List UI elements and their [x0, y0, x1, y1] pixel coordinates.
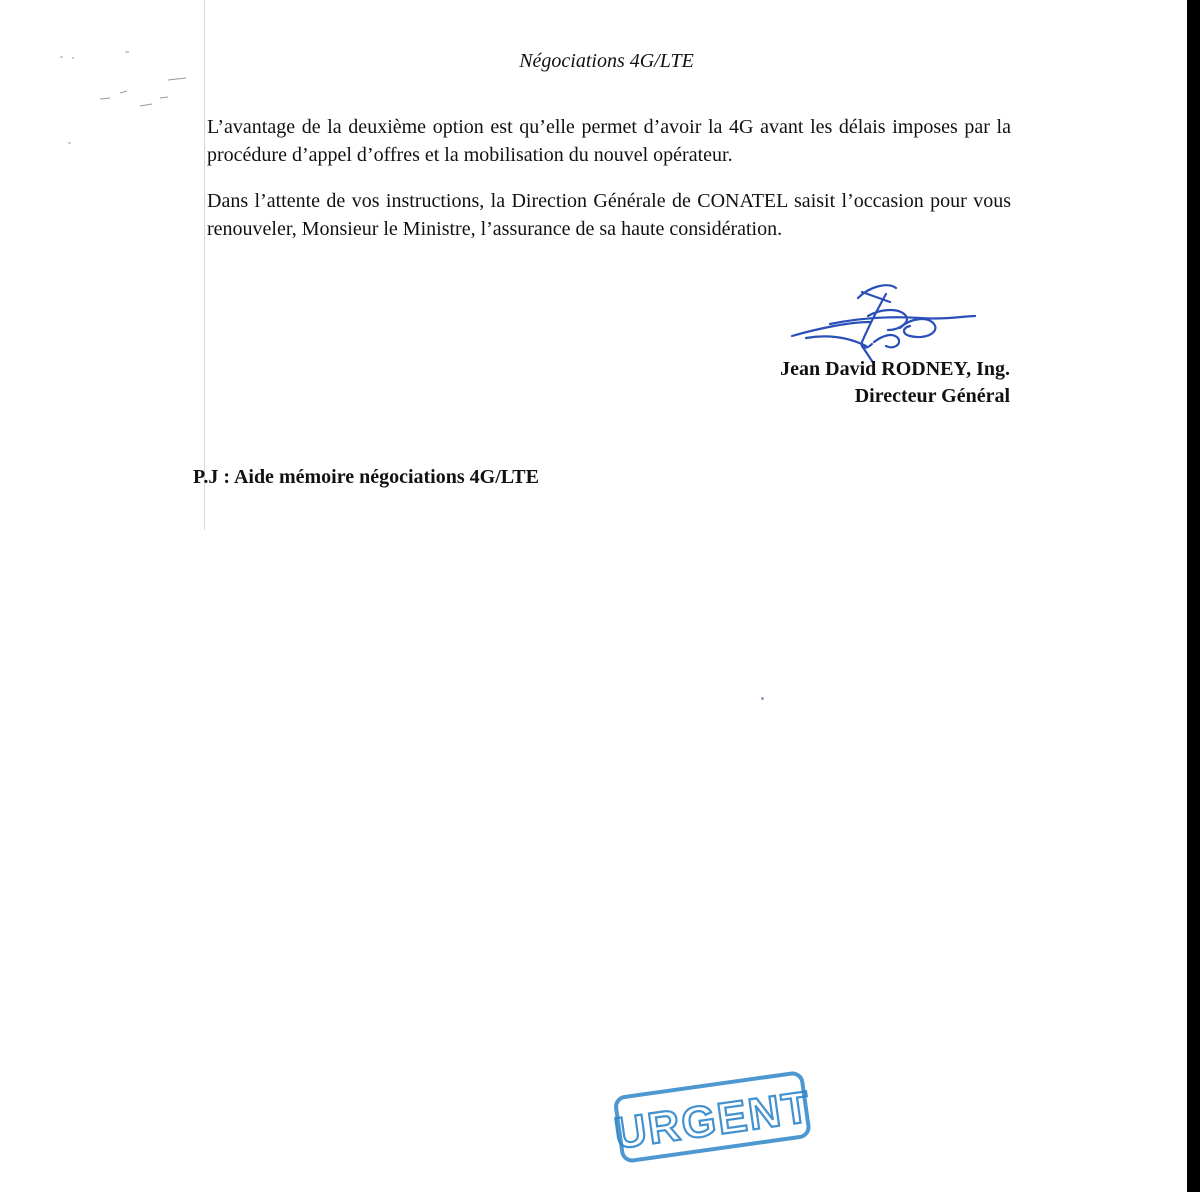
- stamp-text: URGENT: [611, 1082, 815, 1159]
- attachment-note: P.J : Aide mémoire négociations 4G/LTE: [193, 466, 539, 488]
- scan-margin-line: [204, 0, 205, 530]
- scan-speck: [761, 697, 764, 700]
- signatory-name: Jean David RODNEY, Ing.: [780, 358, 1010, 380]
- running-title: Négociations 4G/LTE: [519, 50, 694, 72]
- paragraph-advantage: L’avantage de la deuxième option est qu’elle permet d’avoir la 4G avant les délais imposes par la procédure d’appel d’offres et la mobilisation du nouvel opérateur.: [207, 116, 1011, 166]
- signatory-title: Directeur Général: [854, 385, 1010, 407]
- scan-noise: [0, 0, 220, 160]
- urgent-stamp: [610, 1055, 815, 1175]
- paragraph-closing: Dans l’attente de vos instructions, la Direction Générale de CONATEL saisit l’occasion pour vous renouveler, Monsieur le Ministre, l’assurance de sa haute considération.: [207, 190, 1011, 240]
